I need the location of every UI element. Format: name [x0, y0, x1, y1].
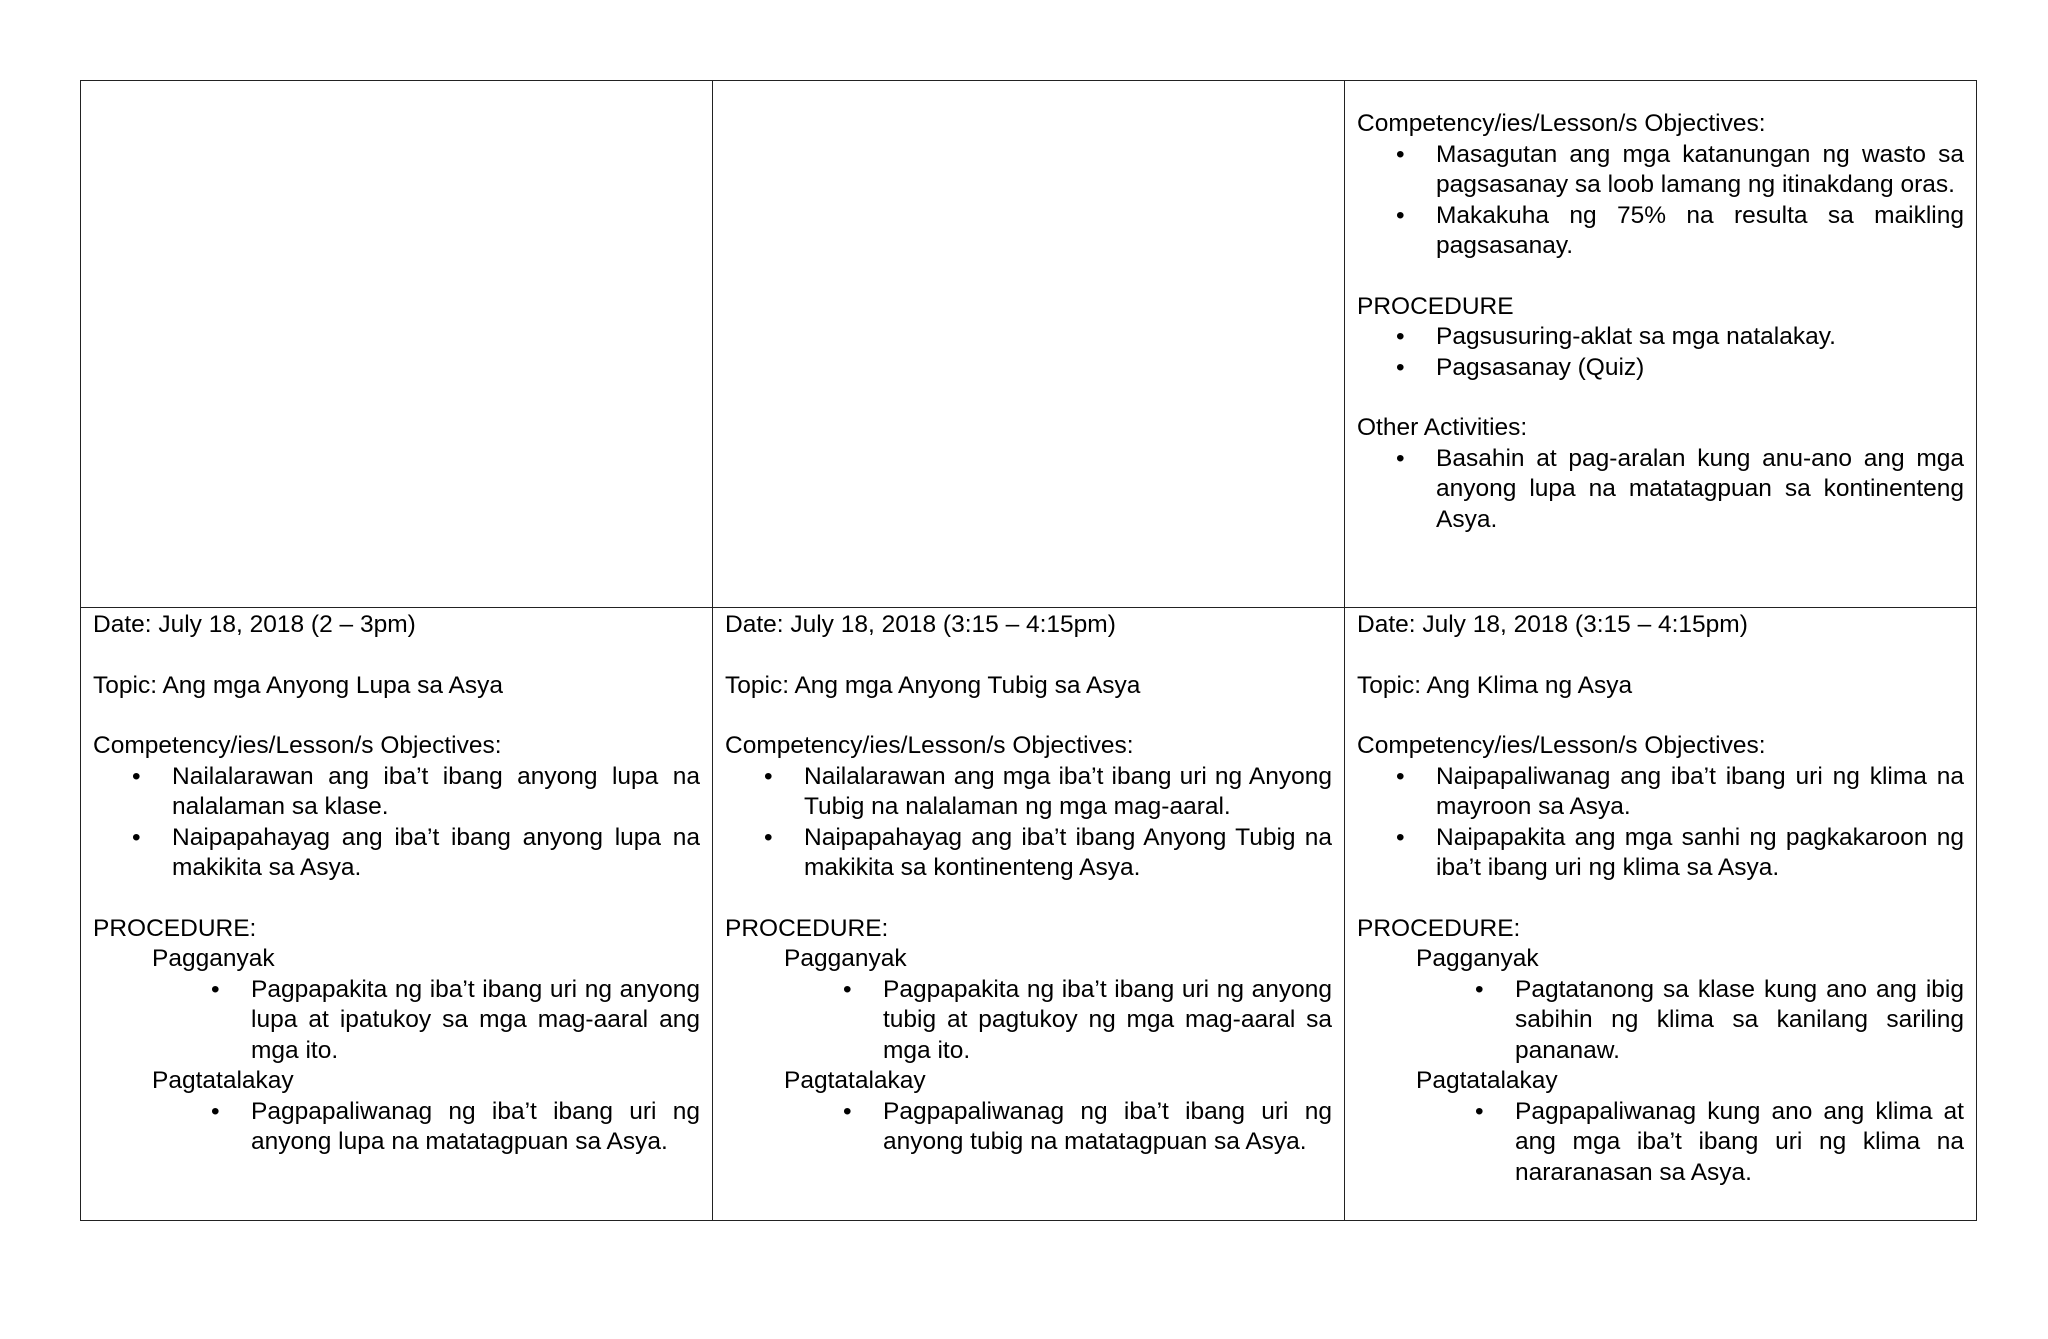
- objectives-heading: Competency/ies/Lesson/s Objectives:: [1357, 110, 1766, 137]
- list-item: • Naipapakita ang mga sanhi ng pagkakaroon ng iba’t ibang uri ng klima sa Asya.: [1436, 823, 1964, 884]
- procedure-list: [1357, 322, 1964, 383]
- empty-cell: [81, 81, 713, 608]
- objectives-list: [93, 762, 700, 884]
- list-item: • Pagpapakita ng iba’t ibang uri ng anyong lupa at ipatukoy sa mga mag-aaral ang mga ito.: [251, 975, 700, 1067]
- list-item: • Pagpapaliwanag kung ano ang klima at ang mga iba’t ibang uri ng klima na nararanasan sa Asya.: [1515, 1097, 1964, 1189]
- list-item: • Pagsasanay (Quiz): [1436, 353, 1964, 384]
- lesson-topic: Topic: Ang mga Anyong Lupa sa Asya: [93, 671, 503, 699]
- list-item: • Makakuha ng 75% na resulta sa maikling pagsasanay.: [1436, 201, 1964, 262]
- objectives-heading: Competency/ies/Lesson/s Objectives:: [1357, 732, 1766, 759]
- lesson-plan-table: [80, 80, 1977, 1221]
- list-item: • Pagtatanong sa klase kung ano ang ibig sabihin ng klima sa kanilang sariling pananaw.: [1515, 975, 1964, 1067]
- pagtatalakay-label: Pagtatalakay: [152, 1067, 294, 1094]
- list-item: • Naipapahayag ang iba’t ibang anyong lupa na makikita sa Asya.: [172, 823, 700, 884]
- procedure-heading: PROCEDURE:: [1357, 914, 1521, 942]
- other-activities-list: [1357, 444, 1964, 536]
- pagganyak-label: Pagganyak: [152, 945, 275, 972]
- table-row: [81, 81, 1977, 608]
- list-item: • Pagpapakita ng iba’t ibang uri ng anyong tubig at pagtukoy ng mga mag-aaral sa mga ito.: [883, 975, 1332, 1067]
- lesson-cell-anyong-lupa: [81, 608, 713, 1221]
- pagganyak-label: Pagganyak: [784, 945, 907, 972]
- list-item: • Basahin at pag-aralan kung anu-ano ang mga anyong lupa na matatagpuan sa kontinenteng Asya.: [1436, 444, 1964, 536]
- objectives-list: [1357, 762, 1964, 884]
- pagganyak-list: [93, 975, 700, 1067]
- objectives-heading: Competency/ies/Lesson/s Objectives:: [93, 732, 502, 759]
- procedure-heading: PROCEDURE:: [93, 914, 257, 942]
- lesson-cell-review: [1345, 81, 1977, 608]
- objectives-heading: Competency/ies/Lesson/s Objectives:: [725, 732, 1134, 759]
- empty-cell: [713, 81, 1345, 608]
- lesson-date: Date: July 18, 2018 (3:15 – 4:15pm): [1357, 611, 1748, 638]
- pagganyak-label: Pagganyak: [1416, 945, 1539, 972]
- pagtatalakay-list: [1357, 1097, 1964, 1189]
- list-item: • Naipapahayag ang iba’t ibang Anyong Tubig na makikita sa kontinenteng Asya.: [804, 823, 1332, 884]
- pagtatalakay-label: Pagtatalakay: [1416, 1067, 1558, 1094]
- procedure-heading: PROCEDURE: [1357, 292, 1514, 320]
- objectives-list: [725, 762, 1332, 884]
- list-item: • Nailalarawan ang mga iba’t ibang uri ng Anyong Tubig na nalalaman ng mga mag-aaral.: [804, 762, 1332, 823]
- procedure-heading: PROCEDURE:: [725, 914, 889, 942]
- pagganyak-list: [725, 975, 1332, 1067]
- table-row: [81, 608, 1977, 1221]
- list-item: • Nailalarawan ang iba’t ibang anyong lupa na nalalaman sa klase.: [172, 762, 700, 823]
- lesson-date: Date: July 18, 2018 (3:15 – 4:15pm): [725, 611, 1116, 638]
- list-item: • Pagsusuring-aklat sa mga natalakay.: [1436, 322, 1964, 353]
- other-activities-heading: Other Activities:: [1357, 414, 1528, 441]
- list-item: • Pagpapaliwanag ng iba’t ibang uri ng anyong lupa na matatagpuan sa Asya.: [251, 1097, 700, 1158]
- pagtatalakay-list: [725, 1097, 1332, 1158]
- lesson-topic: Topic: Ang Klima ng Asya: [1357, 671, 1633, 699]
- lesson-topic: Topic: Ang mga Anyong Tubig sa Asya: [725, 671, 1141, 699]
- lesson-cell-klima: [1345, 608, 1977, 1221]
- list-item: • Masagutan ang mga katanungan ng wasto sa pagsasanay sa loob lamang ng itinakdang oras.: [1436, 140, 1964, 201]
- list-item: • Naipapaliwanag ang iba’t ibang uri ng klima na mayroon sa Asya.: [1436, 762, 1964, 823]
- list-item: • Pagpapaliwanag ng iba’t ibang uri ng anyong tubig na matatagpuan sa Asya.: [883, 1097, 1332, 1158]
- pagganyak-list: [1357, 975, 1964, 1067]
- pagtatalakay-list: [93, 1097, 700, 1158]
- objectives-list: [1357, 140, 1964, 262]
- lesson-cell-anyong-tubig: [713, 608, 1345, 1221]
- lesson-date: Date: July 18, 2018 (2 – 3pm): [93, 611, 416, 638]
- pagtatalakay-label: Pagtatalakay: [784, 1067, 926, 1094]
